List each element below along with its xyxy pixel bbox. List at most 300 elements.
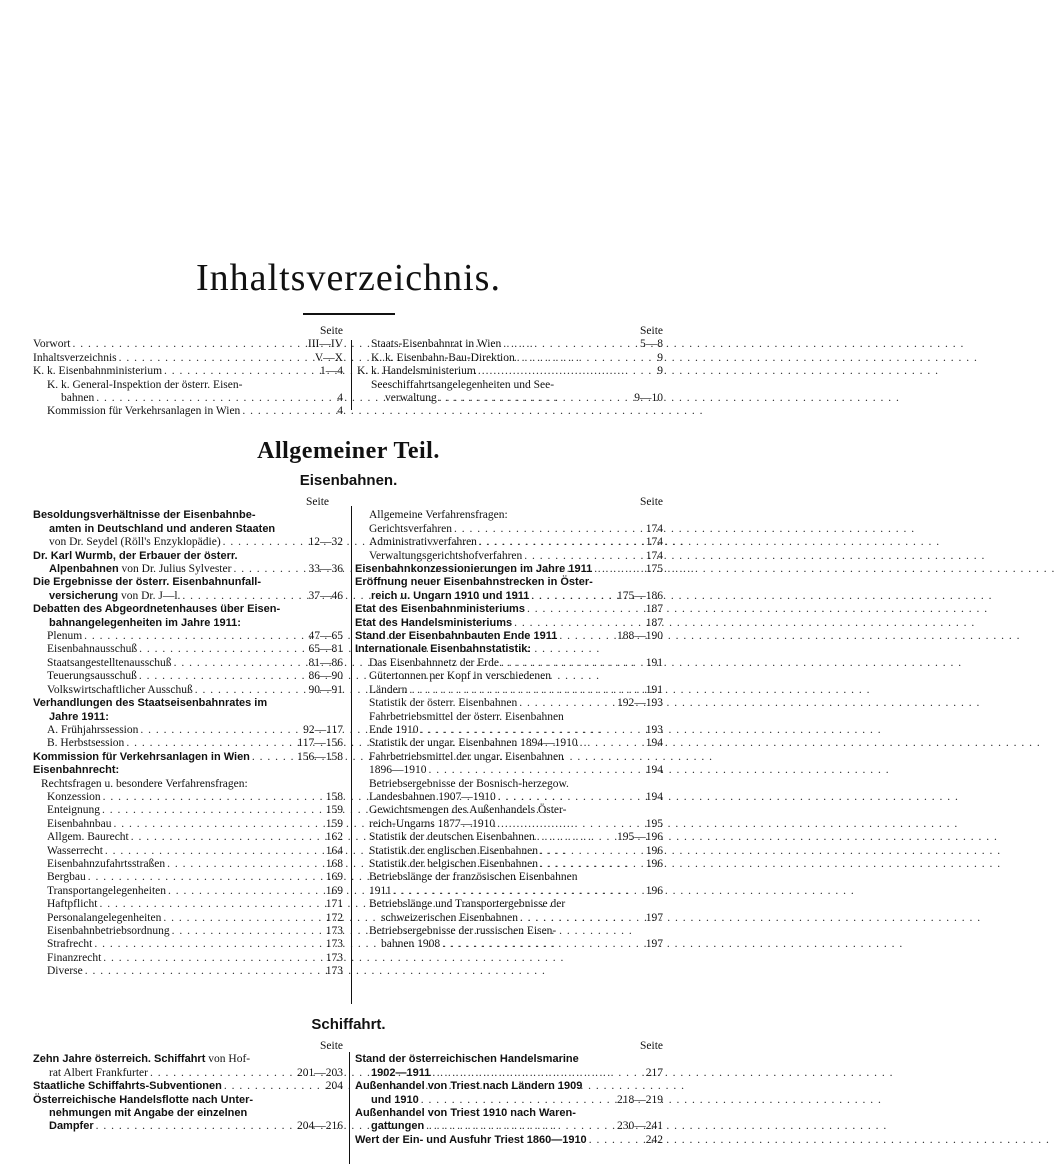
page-number: 65—81 — [308, 643, 343, 656]
page-number: 174 — [645, 549, 663, 562]
page-number: 195 — [645, 817, 663, 830]
dot-leader — [421, 1094, 615, 1107]
dot-leader — [139, 670, 307, 683]
page-number: 1—4 — [320, 365, 343, 378]
page-number: 168 — [325, 857, 343, 870]
toc-entry — [33, 657, 343, 670]
toc-entry — [355, 778, 663, 791]
toc-entry — [355, 845, 663, 858]
column-divider — [351, 506, 352, 1004]
toc-entry — [33, 965, 343, 978]
toc-entry — [33, 952, 343, 965]
dot-leader — [527, 603, 644, 616]
page-number: 171 — [325, 898, 343, 911]
dot-leader — [119, 352, 313, 365]
page-number: 156—158 — [297, 750, 343, 763]
entry-title-bold: Eisenbahnrecht: — [33, 764, 120, 777]
toc-entry — [355, 603, 663, 616]
toc-entry — [355, 898, 663, 911]
page-number: 90—91 — [308, 683, 343, 696]
page-number: 194 — [645, 737, 663, 750]
page-number: 188—190 — [617, 630, 663, 643]
toc-entry — [355, 885, 663, 898]
entry-title: Betriebsergebnisse der russischen Eisen- — [369, 925, 557, 937]
page-number: 191 — [645, 683, 663, 696]
dot-leader — [520, 912, 644, 925]
page-number: 81—86 — [308, 656, 343, 669]
dot-leader — [242, 405, 335, 418]
entry-title: Rechtsfragen u. besondere Verfahrensfragen: — [41, 777, 248, 790]
entry-title: Allgem. Baurecht — [47, 831, 129, 844]
page-number: 169 — [325, 884, 343, 897]
toc-entry — [355, 804, 663, 817]
dot-leader — [103, 791, 324, 804]
entry-title-bold: Zehn Jahre österreich. Schiffahrt — [33, 1053, 206, 1066]
column-divider — [351, 340, 352, 410]
seite-header: Seite — [306, 496, 329, 508]
page-number: 4 — [337, 392, 343, 405]
toc-entry — [33, 630, 343, 643]
toc-entry — [33, 536, 343, 549]
dot-leader — [84, 630, 306, 643]
entry-title: bahnen — [61, 392, 95, 405]
dot-leader — [409, 684, 643, 697]
entry-title-bold: Dr. Karl Wurmb, der Erbauer der österr. — [33, 549, 238, 562]
toc-entry — [33, 550, 343, 563]
dot-leader — [498, 791, 644, 804]
toc-entry — [355, 617, 663, 630]
toc-entry — [355, 657, 663, 670]
page-number: 9 — [657, 351, 663, 364]
dot-leader — [126, 737, 295, 750]
entry-title: reich-Ungarns 1877—1910 — [369, 817, 496, 830]
toc-entry — [33, 871, 343, 884]
toc-entry — [33, 684, 343, 697]
entry-title: Statistik der englischen Eisenbahnen — [369, 844, 538, 857]
entry-title: Allgemeine Verfahrensfragen: — [369, 509, 508, 522]
page-number: 197 — [645, 911, 663, 924]
entry-title: verwaltung — [385, 392, 437, 405]
dot-leader — [103, 952, 323, 965]
page-number: 158 — [325, 790, 343, 803]
entry-title-bold: Kommission für Verkehrsanlagen in Wien — [33, 750, 250, 763]
entry-title-bold: 1902—1911 — [371, 1066, 431, 1079]
entry-title-bold: Eröffnung neuer Eisenbahnstrecken in Öster- — [355, 576, 593, 589]
entry-title: Finanzrecht — [47, 951, 102, 964]
dot-leader — [429, 764, 644, 777]
toc-entry — [355, 1094, 663, 1107]
entry-title: Eisenbahnzufahrtsstraßen — [47, 857, 166, 870]
dot-leader — [139, 643, 306, 656]
toc-entry — [355, 563, 663, 576]
entry-title: Vorwort — [33, 338, 71, 351]
page-title: Inhaltsverzeichnis. — [196, 257, 501, 299]
dot-leader — [479, 536, 644, 549]
toc-entry — [33, 576, 343, 589]
toc-entry — [33, 352, 343, 365]
page-number: 117—156 — [297, 737, 343, 750]
entry-title: von Dr. Seydel (Röll's Enzyklopädie) — [49, 536, 221, 549]
toc-entry — [355, 536, 663, 549]
seite-header: Seite — [640, 496, 663, 508]
entry-title: Fahrbetriebsmittel der österr. Eisenbahnen — [369, 710, 564, 723]
page-number: 204 — [325, 1080, 343, 1093]
dot-leader — [540, 845, 644, 858]
intro-right-column — [357, 325, 663, 405]
dot-leader — [580, 737, 644, 750]
seite-header: Seite — [640, 1040, 663, 1052]
toc-entry — [355, 697, 663, 710]
page-number: 201—203 — [297, 1066, 343, 1079]
dot-leader — [519, 697, 615, 710]
entry-title: A. Frühjahrssession — [47, 723, 139, 736]
entry-title: Landesbahnen 1907—1910 — [369, 790, 496, 803]
toc-entry — [355, 1134, 663, 1147]
toc-entry — [357, 365, 663, 378]
toc-entry — [33, 737, 343, 750]
page-number: 197 — [645, 938, 663, 951]
dot-leader — [442, 938, 644, 951]
toc-entry — [33, 791, 343, 804]
schiffahrt-right-column — [355, 1040, 663, 1147]
entry-title: K. k. General-Inspektion der österr. Eisen- — [47, 378, 243, 391]
eisenbahnen-left-column — [33, 496, 343, 979]
dot-leader — [394, 885, 644, 898]
dot-leader — [497, 818, 644, 831]
entry-title-bold: gattungen — [371, 1120, 425, 1133]
toc-entry — [33, 670, 343, 683]
entry-title: Kommission für Verkehrsanlagen in Wien — [47, 405, 241, 418]
toc-entry — [33, 938, 343, 951]
entry-title-bold: reich u. Ungarn 1910 und 1911 — [371, 589, 530, 602]
toc-entry — [33, 379, 343, 392]
dot-leader — [96, 1120, 295, 1133]
dot-leader — [102, 804, 324, 817]
dot-leader — [72, 338, 305, 351]
entry-title: Bergbau — [47, 871, 86, 884]
entry-title-bold: Staatliche Schiffahrts-Subventionen — [33, 1080, 222, 1093]
entry-title: Diverse — [47, 965, 83, 978]
toc-entry — [33, 603, 343, 616]
dot-leader — [524, 550, 643, 563]
toc-entry — [33, 885, 343, 898]
dot-leader — [432, 1067, 643, 1080]
dot-leader — [99, 898, 323, 911]
entry-title: Betriebslänge und Transportergebnisse der — [369, 898, 566, 911]
entry-title-bold: Etat des Handelsministeriums — [355, 616, 513, 629]
dot-leader — [163, 912, 323, 925]
toc-entry — [33, 912, 343, 925]
entry-title-bold: Dampfer — [49, 1120, 94, 1133]
page-number: 242 — [645, 1133, 663, 1146]
dot-leader — [224, 1080, 324, 1093]
section-heading-allgemeiner-teil: Allgemeiner Teil. — [257, 438, 440, 464]
toc-entry — [355, 684, 663, 697]
page-number: 196 — [645, 884, 663, 897]
toc-entry — [355, 737, 663, 750]
entry-title-bold: nehmungen mit Angabe der einzelnen — [49, 1107, 248, 1120]
entry-title: Personalangelegenheiten — [47, 911, 162, 924]
dot-leader — [501, 657, 644, 670]
entry-title-bold: Verhandlungen des Staatseisenbahnrates im — [33, 697, 268, 710]
page-number: 86—90 — [308, 670, 343, 683]
page-number: 218—219 — [617, 1093, 663, 1106]
page-number: 9 — [657, 365, 663, 378]
entry-title: Statistik der ungar. Eisenbahnen 1894—1910 — [369, 737, 578, 750]
entry-title: Betriebsergebnisse der Bosnisch-herzegow. — [369, 777, 569, 790]
toc-entry — [33, 1067, 343, 1080]
dot-leader — [478, 365, 655, 378]
dot-leader — [454, 523, 644, 536]
entry-title: Enteignung — [47, 804, 101, 817]
toc-entry — [33, 845, 343, 858]
dot-leader — [114, 818, 324, 831]
toc-entry — [355, 831, 663, 844]
page-number: 172 — [325, 911, 343, 924]
entry-title: Statistik der belgischen Eisenbahnen — [369, 857, 538, 870]
entry-title: Ende 1910 — [369, 723, 419, 736]
toc-entry — [355, 1107, 663, 1120]
entry-title-bold: Alpenbahnen — [49, 563, 119, 576]
page-number: 173 — [325, 925, 343, 937]
toc-entry — [355, 871, 663, 884]
entry-title: Plenum — [47, 630, 83, 643]
seite-header: Seite — [640, 325, 663, 337]
entry-title: Volkswirtschaftlicher Ausschuß — [47, 683, 193, 696]
entry-title: 1896—1910 — [369, 764, 427, 777]
entry-title-bold: Die Ergebnisse der österr. Eisenbahnunfall- — [33, 576, 262, 589]
toc-entry — [33, 724, 343, 737]
toc-entry — [355, 912, 663, 925]
toc-entry — [355, 764, 663, 777]
entry-title: Gütertonnen per Kopf in verschiedenen — [369, 670, 552, 683]
dot-leader — [174, 657, 307, 670]
entry-title: Gewichtsmengen des Außenhandels Öster- — [369, 804, 567, 817]
toc-entry — [355, 818, 663, 831]
page-number: 9—10 — [634, 392, 663, 405]
entry-title: Inhaltsverzeichnis — [33, 351, 117, 364]
dot-leader — [594, 563, 644, 576]
entry-title: Betriebslänge der französischen Eisenbahnen — [369, 871, 578, 884]
toc-entry — [355, 576, 663, 589]
entry-title: Administrativverfahren — [369, 536, 477, 549]
entry-title: Konzession — [47, 790, 101, 803]
entry-title: Eisenbahnbetriebsordnung — [47, 925, 170, 937]
entry-title: Wasserrecht — [47, 844, 103, 857]
toc-entry — [355, 724, 663, 737]
entry-title-bold: versicherung — [49, 589, 119, 602]
page-number: 194 — [645, 764, 663, 777]
toc-entry — [355, 858, 663, 871]
toc-entry — [33, 804, 343, 817]
toc-entry — [357, 352, 663, 365]
page-number: 159 — [325, 804, 343, 817]
toc-entry — [33, 831, 343, 844]
entry-title: K. k. Eisenbahn-Bau-Direktion — [371, 351, 515, 364]
page-number: 217 — [645, 1066, 663, 1079]
page-number: 169 — [325, 871, 343, 884]
dot-leader — [195, 684, 307, 697]
entry-title-bold: Österreichische Handelsflotte nach Unter- — [33, 1093, 254, 1106]
page-number: 204—216 — [297, 1120, 343, 1133]
toc-entry — [355, 751, 663, 764]
dot-leader — [439, 392, 633, 405]
entry-title-bold: Außenhandel von Triest nach Ländern 1909 — [355, 1080, 583, 1093]
toc-entry — [355, 590, 663, 603]
toc-entry — [355, 711, 663, 724]
entry-title: Eisenbahnausschuß — [47, 643, 138, 656]
toc-entry — [357, 379, 663, 392]
toc-entry — [33, 392, 343, 405]
entry-title: von Dr. Julius Sylvester — [118, 563, 232, 576]
page-number: 37—46 — [308, 589, 343, 602]
entry-title: K. k. Eisenbahnministerium — [33, 365, 163, 378]
toc-entry — [33, 751, 343, 764]
entry-title-bold: amten in Deutschland und anderen Staaten — [49, 522, 276, 535]
toc-entry — [33, 643, 343, 656]
dot-leader — [105, 845, 324, 858]
entry-title: K. k. Handelsministerium — [357, 365, 476, 378]
entry-title-bold: Stand der Eisenbahnbauten Ende 1911 — [355, 630, 558, 643]
page-number: 173 — [325, 965, 343, 978]
entry-title: B. Herbstsession — [47, 737, 125, 750]
toc-entry — [33, 617, 343, 630]
seite-header: Seite — [320, 325, 343, 337]
dot-leader — [167, 858, 324, 871]
toc-entry — [355, 938, 663, 951]
entry-title: Strafrecht — [47, 938, 93, 951]
page-number: 162 — [325, 831, 343, 844]
entry-title-bold: und 1910 — [371, 1093, 419, 1106]
entry-title: von Hof- — [205, 1053, 251, 1066]
page-number: 92—117 — [303, 723, 343, 736]
dot-leader — [531, 590, 615, 603]
toc-entry — [33, 365, 343, 378]
entry-title-bold: Eisenbahnkonzessionierungen im Jahre 1911 — [355, 563, 593, 576]
toc-entry — [33, 711, 343, 724]
toc-entry — [33, 338, 343, 351]
toc-entry — [355, 509, 663, 522]
page-number: 193 — [645, 723, 663, 736]
page-number: V—X — [314, 351, 343, 364]
dot-leader — [131, 831, 324, 844]
toc-entry — [33, 405, 343, 418]
dot-leader — [85, 965, 324, 978]
dot-leader — [168, 885, 324, 898]
page-number: 196 — [645, 857, 663, 870]
toc-entry — [355, 550, 663, 563]
entry-title: Eisenbahnbau — [47, 817, 112, 830]
dot-leader — [540, 858, 644, 871]
toc-entry — [355, 670, 663, 683]
entry-title: bahnen 1908 — [381, 938, 441, 951]
toc-entry — [355, 630, 663, 643]
toc-entry — [33, 1053, 343, 1066]
intro-left-column — [33, 325, 343, 419]
toc-entry — [33, 778, 343, 791]
entry-title-bold: bahnangelegenheiten im Jahre 1911: — [49, 616, 241, 629]
entry-title-bold: Internationale Eisenbahnstatistik: — [355, 643, 532, 656]
entry-title: rat Albert Frankfurter — [49, 1066, 148, 1079]
entry-title-bold: Stand der österreichischen Handelsmarine — [355, 1053, 579, 1066]
page-number: 195—196 — [617, 831, 663, 844]
entry-title: Staats-Eisenbahnrat in Wien — [371, 338, 502, 351]
entry-title: 1911 — [369, 884, 392, 897]
dot-leader — [252, 751, 295, 764]
schiffahrt-left-column — [33, 1040, 343, 1134]
page-number: 164 — [325, 844, 343, 857]
toc-entry — [355, 1053, 663, 1066]
seite-header: Seite — [320, 1040, 343, 1052]
dot-leader — [164, 365, 318, 378]
toc-entry — [355, 523, 663, 536]
dot-leader — [589, 1134, 644, 1147]
page-number: 33—36 — [308, 563, 343, 576]
title-rule — [303, 313, 395, 315]
entry-title-bold: Debatten des Abgeordnetenhauses über Eisen- — [33, 603, 281, 616]
toc-entry — [357, 392, 663, 405]
page-number: 196 — [645, 844, 663, 857]
subsection-heading-schiffahrt: Schiffahrt. — [311, 1016, 386, 1033]
page-number: 12—32 — [308, 536, 343, 549]
dot-leader — [537, 831, 615, 844]
subsection-heading-eisenbahnen: Eisenbahnen. — [299, 472, 398, 489]
dot-leader — [223, 536, 307, 549]
entry-title: Verwaltungsgerichtshofverfahren — [369, 549, 523, 562]
entry-title: Statistik der österr. Eisenbahnen — [369, 697, 518, 710]
toc-entry — [33, 858, 343, 871]
toc-entry — [33, 563, 343, 576]
dot-leader — [172, 925, 324, 938]
page-number: 187 — [645, 616, 663, 629]
page-number: III—IV — [307, 338, 343, 351]
toc-entry — [33, 898, 343, 911]
dot-leader — [88, 871, 324, 884]
entry-title: Teuerungsausschuß — [47, 670, 137, 683]
toc-entry — [33, 1094, 343, 1107]
dot-leader — [94, 938, 323, 951]
column-divider — [349, 1052, 350, 1164]
entry-title: Staatsangestelltenausschuß — [47, 656, 172, 669]
page-number: 173 — [325, 938, 343, 951]
entry-title: Seeschiffahrtsangelegenheiten und See- — [371, 378, 555, 391]
toc-entry — [355, 643, 663, 656]
entry-title-bold: Jahre 1911: — [49, 710, 109, 723]
eisenbahnen-right-column — [355, 496, 663, 952]
entry-title: von Dr. J—l. — [118, 589, 181, 602]
dot-leader — [503, 338, 638, 351]
page-number: 175 — [645, 563, 663, 576]
page-number: 230—241 — [617, 1120, 663, 1133]
entry-title: Haftpflicht — [47, 898, 98, 911]
dot-leader — [182, 590, 306, 603]
entry-title: Fahrbetriebsmittel der ungar. Eisenbahnen — [369, 750, 564, 763]
toc-entry — [33, 818, 343, 831]
toc-entry — [33, 1107, 343, 1120]
entry-title: Transportangelegenheiten — [47, 884, 167, 897]
dot-leader — [233, 563, 306, 576]
toc-entry — [357, 338, 663, 351]
entry-title: schweizerischen Eisenbahnen — [381, 911, 518, 924]
toc-entry — [355, 1067, 663, 1080]
dot-leader — [150, 1067, 295, 1080]
toc-entry — [355, 925, 663, 938]
entry-title-bold: Außenhandel von Triest 1910 nach Waren- — [355, 1107, 576, 1120]
dot-leader — [140, 724, 301, 737]
toc-entry — [355, 1120, 663, 1133]
toc-entry — [33, 764, 343, 777]
entry-title-bold: Etat des Eisenbahnministeriums — [355, 603, 525, 616]
